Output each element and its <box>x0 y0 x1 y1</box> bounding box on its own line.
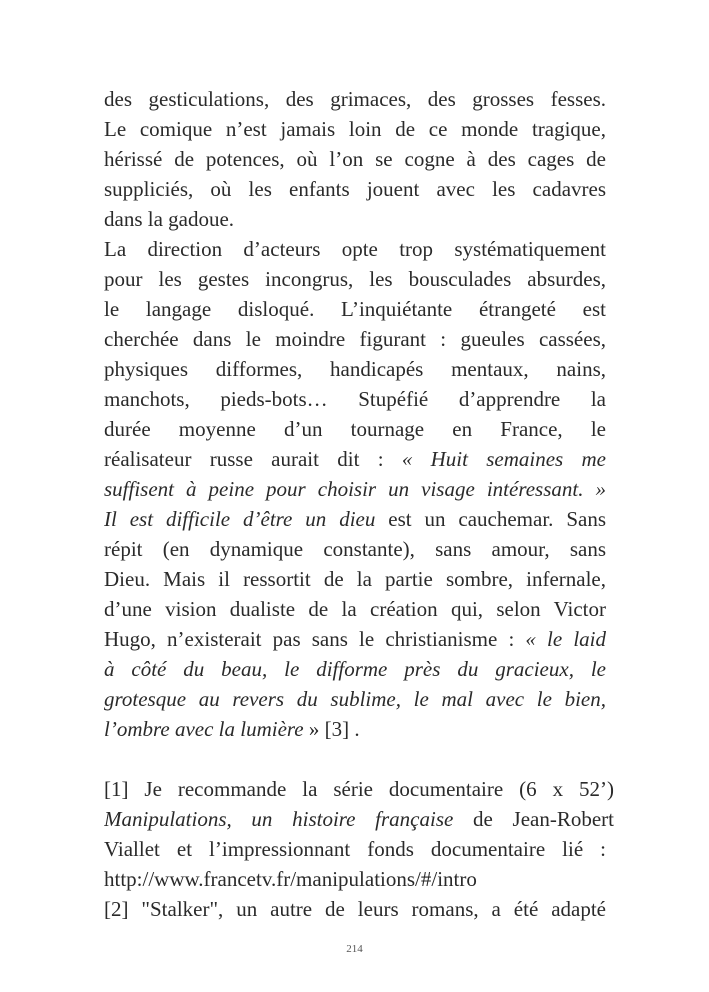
footnote-line: [2] "Stalker", un autre de leurs romans, a été adapté <box>104 897 606 921</box>
text-line: le langage disloqué. L’inquiétante étrangeté est <box>104 297 606 321</box>
line-text: est un cauchemar. Sans <box>375 507 606 531</box>
text-line: pour les gestes incongrus, les bousculades absurdes, <box>104 267 606 291</box>
text-line <box>104 714 606 744</box>
text-line: dans la gadoue. <box>104 207 235 231</box>
page-number: 214 <box>346 943 363 955</box>
documentary-title: Manipulations, un histoire française <box>104 807 454 831</box>
text-line: Le comique n’est jamais loin de ce monde tragique, <box>104 117 606 141</box>
footnote-reference: » [3] . <box>303 717 360 741</box>
text-line: Dieu. Mais il ressortit de la partie sombre, infernale, <box>104 567 606 591</box>
quotation-line: grotesque au revers du sublime, le mal avec le bien, <box>104 687 606 711</box>
footnotes <box>104 774 614 924</box>
text-line <box>104 504 606 534</box>
film-title: Il est difficile d’être un dieu <box>104 507 376 531</box>
paragraph-2 <box>104 234 606 744</box>
text-line: hérissé de potences, où l’on se cogne à des cages de <box>104 147 606 171</box>
text-line: suppliciés, où les enfants jouent avec les cadavres <box>104 177 606 201</box>
footnote-url: http://www.francetv.fr/manipulations/#/intro <box>104 867 477 891</box>
text-line: d’une vision dualiste de la création qui, selon Victor <box>104 597 606 621</box>
quotation-line: à côté du beau, le difforme près du gracieux, le <box>104 657 606 681</box>
text-line: cherchée dans le moindre figurant : gueules cassées, <box>104 327 606 351</box>
text-line: La direction d’acteurs opte trop systématiquement <box>104 237 606 261</box>
footnote-line <box>104 804 614 834</box>
paragraph-1 <box>104 84 606 234</box>
text-line <box>104 444 606 474</box>
text-line <box>104 624 606 654</box>
line-text: réalisateur russe aurait dit : <box>104 447 402 471</box>
text-line: durée moyenne d’un tournage en France, le <box>104 417 606 441</box>
quotation: l’ombre avec la lumière <box>104 717 304 741</box>
text-line: manchots, pieds-bots… Stupéfié d’apprendre la <box>104 387 606 411</box>
text-line: des gesticulations, des grimaces, des grosses fesses. <box>104 87 606 111</box>
footnote-line: [1] Je recommande la série documentaire (6 x 52’) <box>104 777 614 801</box>
text-line: répit (en dynamique constante), sans amour, sans <box>104 537 606 561</box>
quotation: « Huit semaines me <box>401 447 606 471</box>
page-text <box>104 84 614 924</box>
line-text: de Jean-Robert <box>453 807 614 831</box>
footnote-line: Viallet et l’impressionnant fonds documentaire lié : <box>104 837 606 861</box>
quotation: « le laid <box>525 627 606 651</box>
text-line: physiques difformes, handicapés mentaux, nains, <box>104 357 606 381</box>
quotation-line: suffisent à peine pour choisir un visage intéressant. » <box>104 477 606 501</box>
line-text: Hugo, n’existerait pas sans le christianisme : <box>104 627 526 651</box>
paragraph-spacer <box>104 744 606 774</box>
